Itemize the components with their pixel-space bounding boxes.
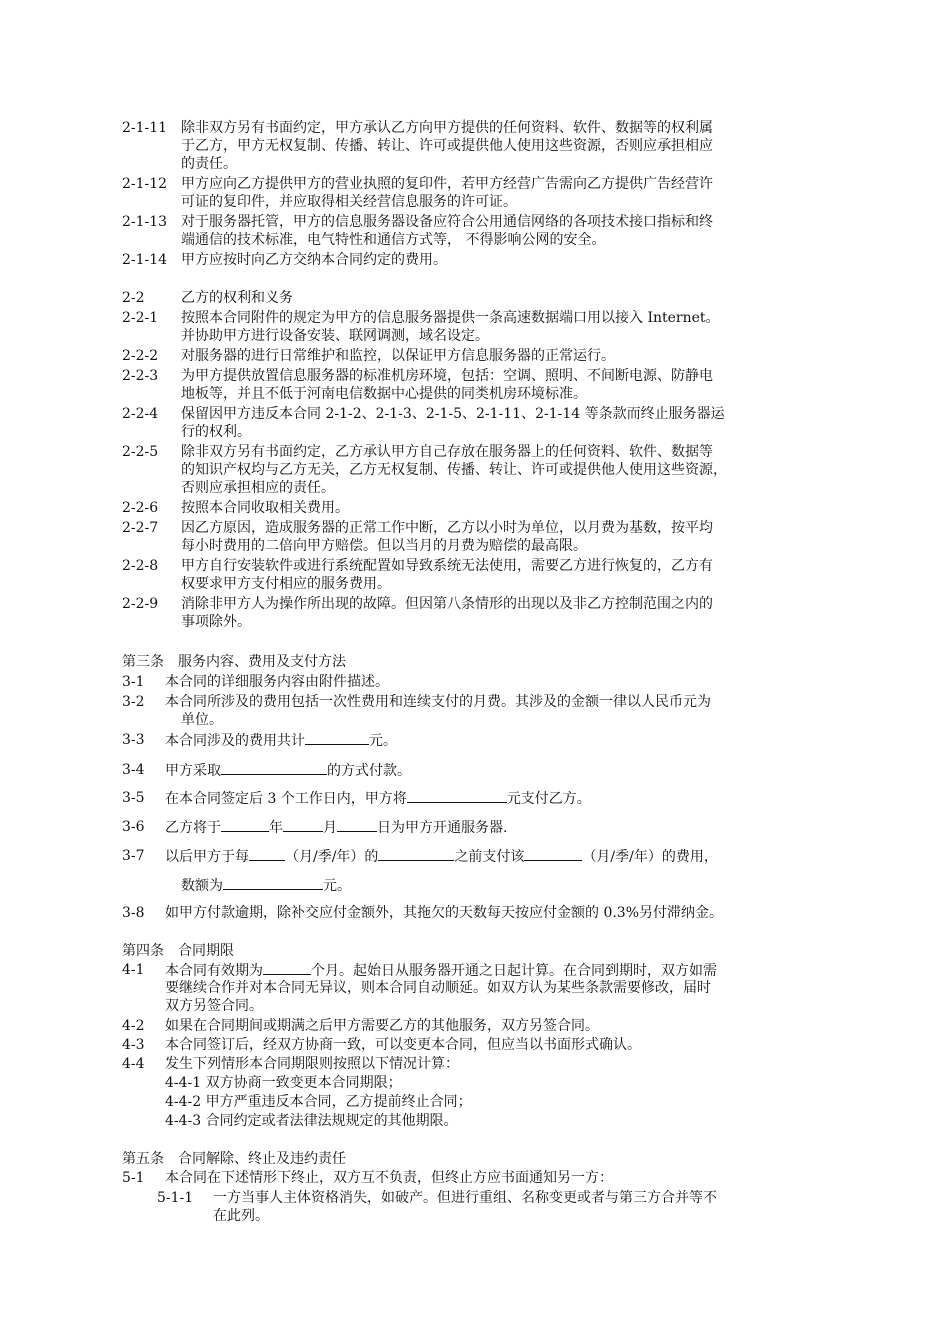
text-segment: 乙方将于	[165, 820, 221, 836]
text-segment: 本合同涉及的费用共计	[165, 733, 305, 749]
text-segment: （月/季/年）的费用，	[582, 849, 718, 865]
clause-text: 甲方自行安装软件或进行系统配置如导致系统无法使用，需要乙方进行恢复的，乙方有	[181, 558, 713, 574]
clause-text: 如果在合同期间或期满之后甲方需要乙方的其他服务，双方另签合同。	[165, 1018, 599, 1034]
clause-text	[165, 761, 411, 780]
text-segment: 本合同有效期为	[165, 963, 263, 979]
clause-text: 要继续合作并对本合同无异议，则本合同自动顺延。如双方认为某些条款需要修改，届时	[165, 980, 711, 996]
clause-text: 本合同在下述情形下终止，双方互不负责，但终止方应书面通知另一方：	[165, 1170, 613, 1186]
clause-text: 本合同签订后，经双方协商一致，可以变更本合同，但应当以书面形式确认。	[165, 1037, 641, 1053]
clause-number: 2-2-8	[122, 558, 159, 574]
text-segment: 元。	[323, 878, 351, 894]
article-heading: 第三条 服务内容、费用及支付方法	[122, 654, 346, 670]
clause-text	[165, 818, 507, 837]
clause-text: 可证的复印件，并应取得相关经营信息服务的许可证。	[181, 194, 517, 210]
clause-text	[165, 731, 397, 750]
clause-text: 双方另签合同。	[165, 998, 263, 1014]
clause-number: 2-1-13	[122, 214, 168, 230]
clause-text: 否则应承担相应的责任。	[181, 480, 335, 496]
text-segment: 在本合同签定后 3 个工作日内，甲方将	[165, 791, 407, 807]
clause-text: 事项除外。	[181, 614, 251, 630]
clause-text: 对服务器的进行日常维护和监控，以保证甲方信息服务器的正常运行。	[181, 348, 615, 364]
clause-text: 本合同所涉及的费用包括一次性费用和连续支付的月费。其涉及的金额一律以人民币元为	[165, 694, 711, 710]
blank-month[interactable]	[283, 818, 323, 832]
clause-text: 行的权利。	[181, 424, 251, 440]
clause-number: 2-1-11	[122, 120, 168, 136]
text-segment: 月	[323, 820, 337, 836]
clause-text: 除非双方另有书面约定，甲方承认乙方向甲方提供的任何资料、软件、数据等的权利属	[181, 120, 713, 136]
clause-number: 3-5	[122, 790, 145, 806]
clause-number: 4-4	[122, 1056, 145, 1072]
blank-amount-total[interactable]	[305, 731, 369, 745]
clause-number: 4-2	[122, 1018, 145, 1034]
clause-text	[165, 847, 718, 866]
text-segment: 甲方采取	[165, 763, 221, 779]
clause-number: 2-2-4	[122, 406, 159, 422]
clause-number: 3-7	[122, 848, 145, 864]
clause-text: 地板等，并且不低于河南电信数据中心提供的同类机房环境标准。	[181, 386, 587, 402]
clause-text: 并协助甲方进行设备安装、联网调测，域名设定。	[181, 328, 489, 344]
clause-text	[165, 961, 717, 980]
text-segment: 的方式付款。	[327, 763, 411, 779]
text-segment: 年	[269, 820, 283, 836]
blank-amount-initial[interactable]	[407, 789, 507, 803]
clause-number: 3-8	[122, 905, 145, 921]
blank-months[interactable]	[263, 961, 311, 975]
clause-number: 2-2-5	[122, 444, 159, 460]
blank-period-2[interactable]	[524, 847, 582, 861]
sub-clause-4-4-3: 4-4-3 合同约定或者法律法规规定的其他期限。	[165, 1113, 458, 1129]
blank-day[interactable]	[337, 818, 377, 832]
clause-text: 因乙方原因，造成服务器的正常工作中断，乙方以小时为单位，以月费为基数，按平均	[181, 520, 713, 536]
clause-text: 消除非甲方人为操作所出现的故障。但因第八条情形的出现以及非乙方控制范围之内的	[181, 596, 713, 612]
clause-text: 甲方应向乙方提供甲方的营业执照的复印件，若甲方经营广告需向乙方提供广告经营许	[181, 176, 713, 192]
clause-text: 每小时费用的二倍向甲方赔偿。但以当月的月费为赔偿的最高限。	[181, 538, 587, 554]
section-heading: 乙方的权利和义务	[181, 290, 293, 306]
clause-text	[165, 789, 591, 808]
text-segment: 个月。起始日从服务器开通之日起计算。在合同到期时，双方如需	[311, 963, 717, 979]
clause-text: 的知识产权均与乙方无关，乙方无权复制、传播、转让、许可或提供他人使用这些资源，	[181, 462, 727, 478]
text-segment: 之前支付该	[454, 849, 525, 865]
blank-due-date[interactable]	[378, 847, 454, 861]
text-segment: 日为甲方开通服务器.	[377, 820, 508, 836]
blank-year[interactable]	[221, 818, 269, 832]
clause-number: 2-2-1	[122, 310, 159, 326]
clause-text: 于乙方，甲方无权复制、传播、转让、许可或提供他人使用这些资源，否则应承担相应	[181, 138, 713, 154]
clause-text: 如甲方付款逾期，除补交应付金额外，其拖欠的天数每天按应付金额的 0.3%另付滞纳金。	[165, 905, 724, 921]
text-segment: （月/季/年）的	[285, 849, 379, 865]
clause-number: 2-2-9	[122, 596, 159, 612]
clause-text: 权要求甲方支付相应的服务费用。	[181, 576, 391, 592]
sub-clause-4-4-1: 4-4-1 双方协商一致变更本合同期限；	[165, 1075, 402, 1091]
clause-text: 保留因甲方违反本合同 2-1-2、2-1-3、2-1-5、2-1-11、2-1-14 等条款而终止服务器运	[181, 406, 725, 422]
clause-text: 除非双方另有书面约定，乙方承认甲方自己存放在服务器上的任何资料、软件、数据等	[181, 444, 713, 460]
section-number: 2-2	[122, 290, 145, 306]
article-heading: 第五条 合同解除、终止及违约责任	[122, 1151, 346, 1167]
clause-number: 4-3	[122, 1037, 145, 1053]
clause-number: 2-1-12	[122, 176, 168, 192]
blank-payment-method[interactable]	[221, 761, 327, 775]
clause-text: 的责任。	[181, 156, 237, 172]
text-segment: 元。	[369, 733, 397, 749]
clause-text: 本合同的详细服务内容由附件描述。	[165, 674, 389, 690]
clause-number: 2-2-7	[122, 520, 159, 536]
clause-number: 5-1-1	[157, 1190, 194, 1206]
clause-number: 4-1	[122, 962, 145, 978]
clause-text: 一方当事人主体资格消失，如破产。但进行重组、名称变更或者与第三方合并等不	[213, 1190, 717, 1206]
clause-number: 2-2-3	[122, 368, 159, 384]
clause-number: 3-2	[122, 694, 145, 710]
clause-text: 甲方应按时向乙方交纳本合同约定的费用。	[181, 252, 447, 268]
clause-text: 对于服务器托管，甲方的信息服务器设备应符合公用通信网络的各项技术接口指标和终	[181, 214, 713, 230]
clause-number: 3-3	[122, 732, 145, 748]
sub-clause-4-4-2: 4-4-2 甲方严重违反本合同，乙方提前终止合同；	[165, 1094, 472, 1110]
clause-number: 2-1-14	[122, 252, 168, 268]
clause-text: 单位。	[181, 712, 223, 728]
clause-text: 在此列。	[213, 1208, 269, 1224]
text-segment: 以后甲方于每	[165, 849, 249, 865]
clause-number: 2-2-6	[122, 500, 159, 516]
clause-text: 为甲方提供放置信息服务器的标准机房环境，包括：空调、照明、不间断电源、防静电	[181, 368, 713, 384]
clause-number: 3-6	[122, 819, 145, 835]
blank-period[interactable]	[249, 847, 285, 861]
clause-number: 3-1	[122, 674, 145, 690]
clause-text	[181, 876, 351, 895]
clause-number: 3-4	[122, 762, 145, 778]
clause-text: 端通信的技术标准，电气特性和通信方式等， 不得影响公网的安全。	[181, 232, 606, 248]
text-segment: 数额为	[181, 878, 223, 894]
text-segment: 元支付乙方。	[506, 791, 591, 807]
clause-text: 按照本合同附件的规定为甲方的信息服务器提供一条高速数据端口用以接入 Internet。	[181, 310, 720, 326]
clause-text: 按照本合同收取相关费用。	[181, 500, 349, 516]
blank-amount-periodic[interactable]	[223, 876, 323, 890]
clause-number: 2-2-2	[122, 348, 159, 364]
clause-text: 发生下列情形本合同期限则按照以下情况计算：	[165, 1056, 459, 1072]
clause-number: 5-1	[122, 1170, 145, 1186]
article-heading: 第四条 合同期限	[122, 943, 234, 959]
